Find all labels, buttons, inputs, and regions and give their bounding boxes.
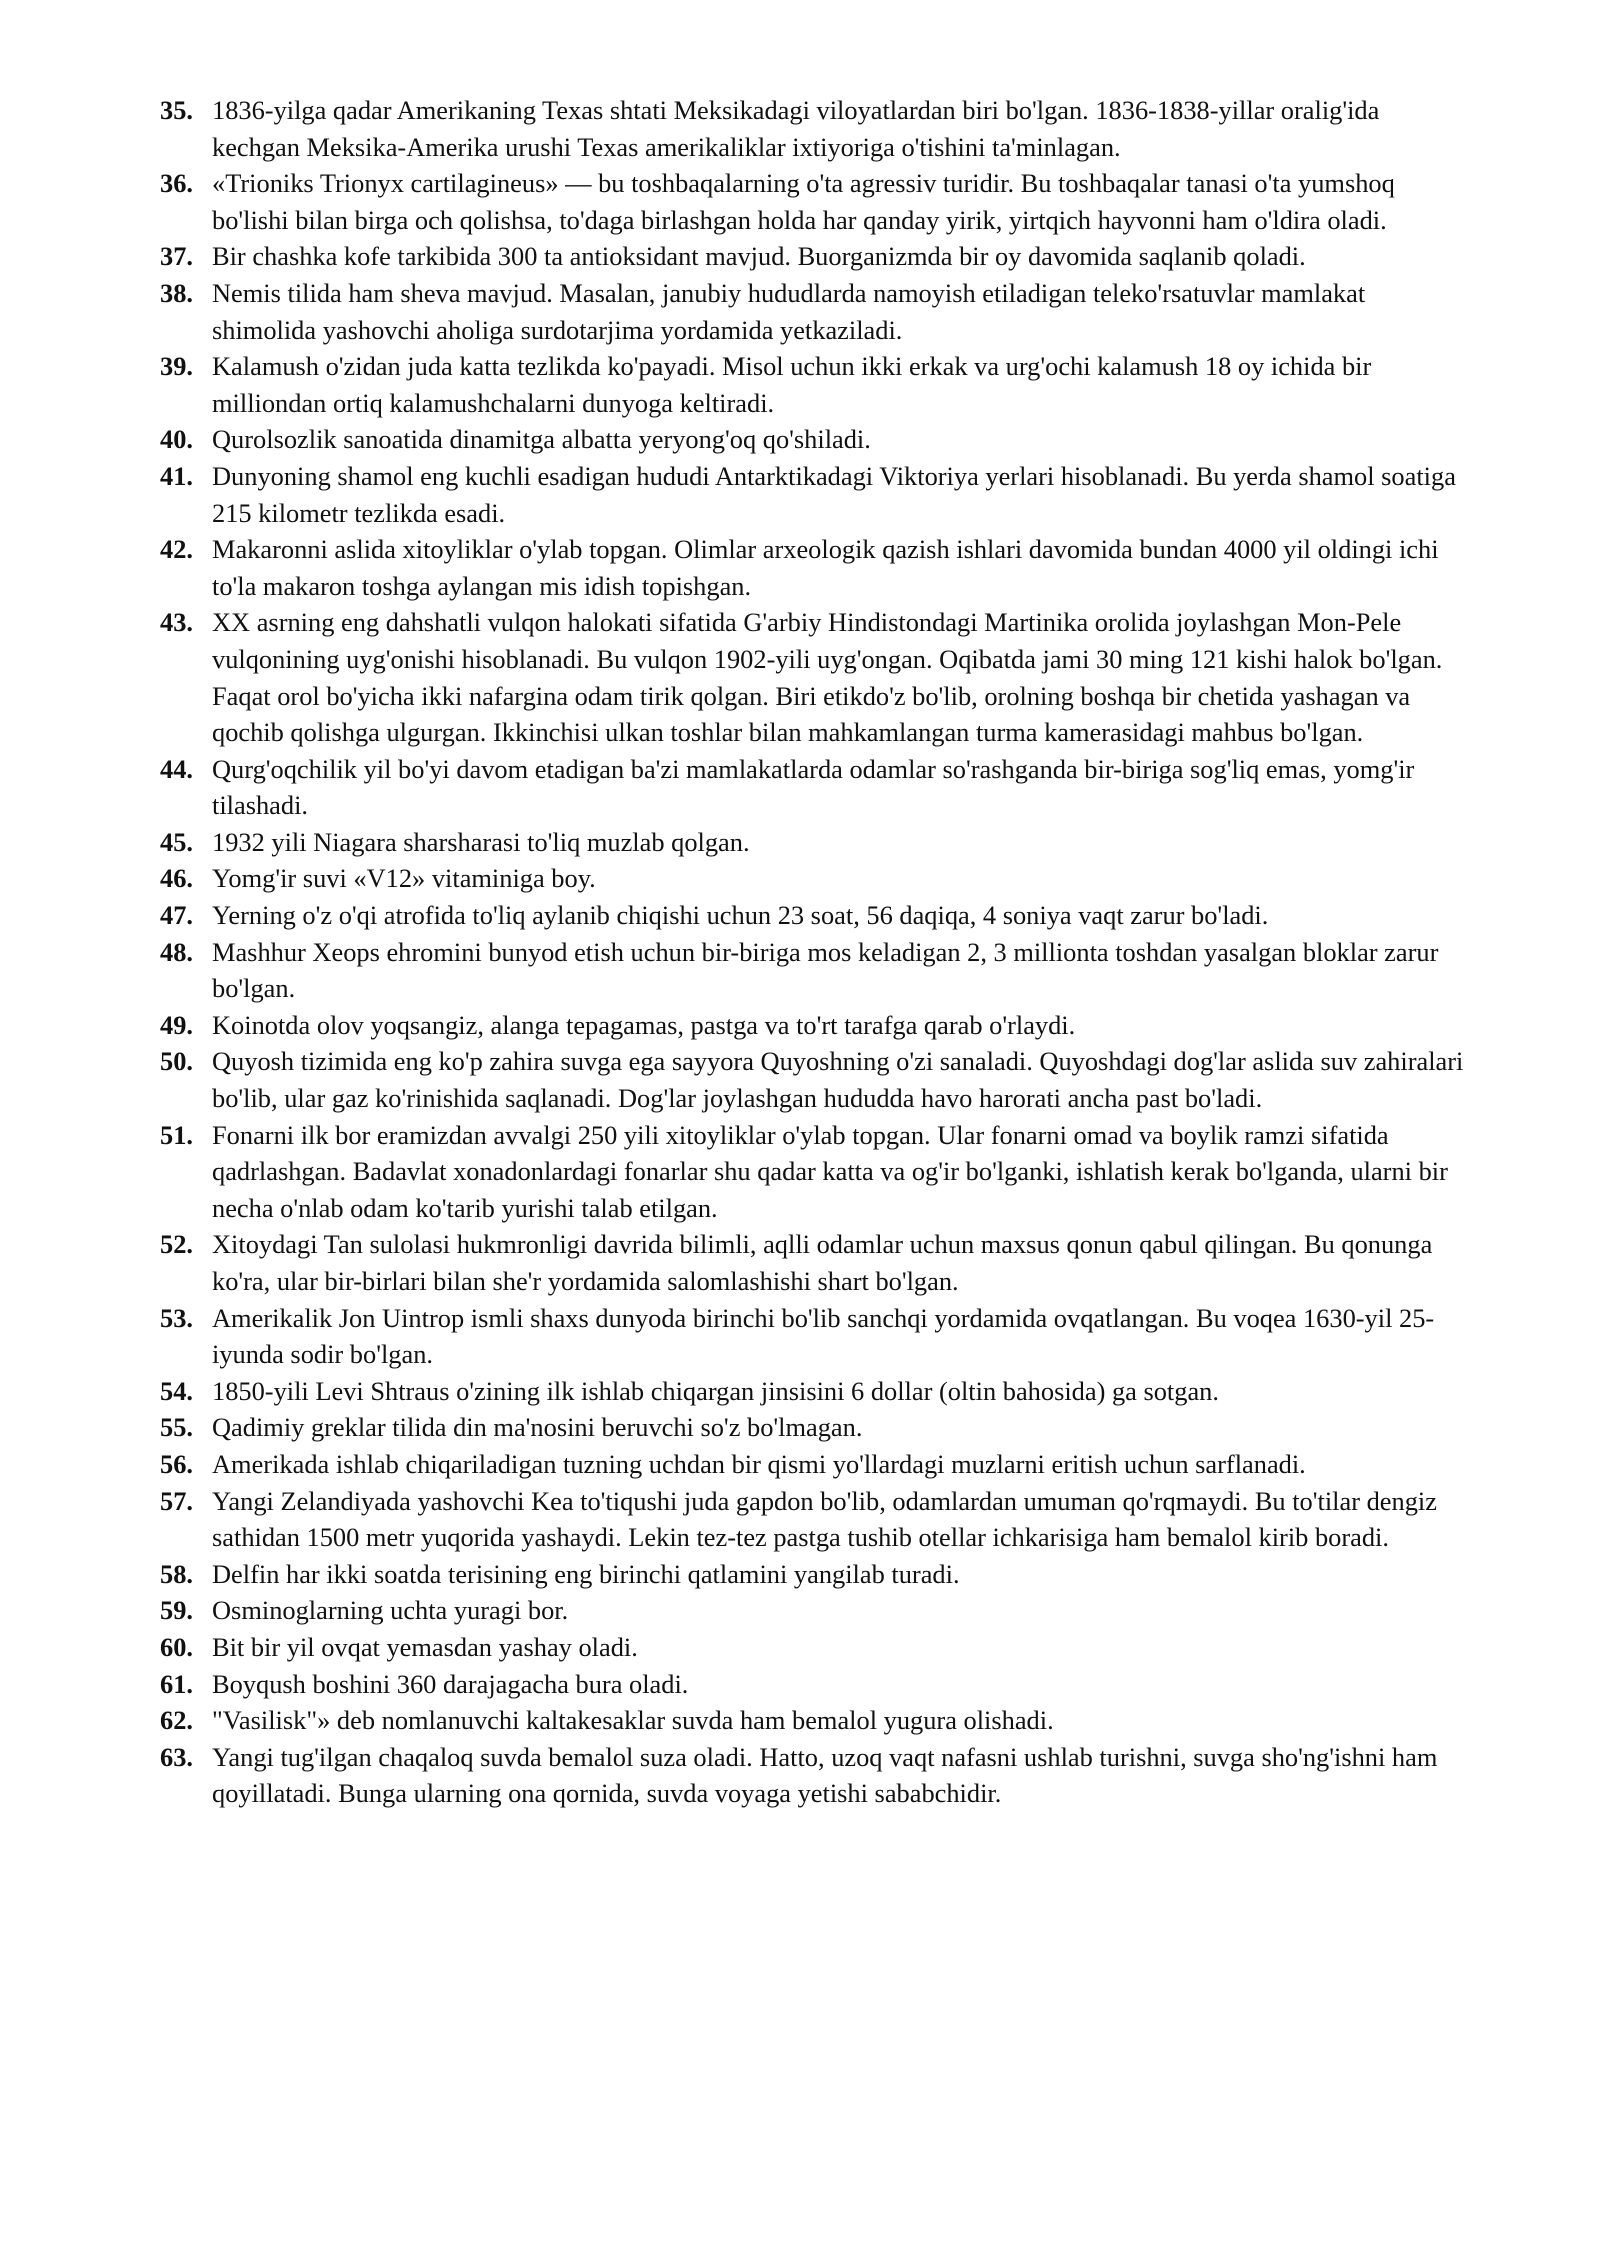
list-item xyxy=(160,751,1470,824)
list-item xyxy=(160,897,1470,934)
item-number: 57. xyxy=(160,1485,193,1516)
item-number: 44. xyxy=(160,753,193,784)
list-item xyxy=(160,1446,1470,1483)
item-number: 45. xyxy=(160,826,193,857)
item-number: 40. xyxy=(160,424,193,455)
item-number: 48. xyxy=(160,936,193,967)
item-text: Xitoydagi Tan sulolasi hukmronligi davrida bilimli, aqlli odamlar uchun maxsus qonun qabul qilingan. Bu qonunga ko'ra, ular bir-birlari bilan she'r yordamida salomlashishi shart bo'lgan. xyxy=(212,1229,1433,1296)
item-text: Yangi tug'ilgan chaqaloq suvda bemalol suza oladi. Hatto, uzoq vaqt nafasni ushlab turishni, suvga sho'ng'ishni ham qoyillatadi. Bunga ularning ona qornida, suvda voyaga yetishi sababchidir. xyxy=(212,1741,1438,1809)
item-number: 53. xyxy=(160,1302,193,1333)
list-item xyxy=(160,1117,1470,1227)
list-item xyxy=(160,1483,1470,1556)
item-text: Dunyoning shamol eng kuchli esadigan hududi Antarktikadagi Viktoriya yerlari hisoblanadi. Bu yerda shamol soatiga 215 kilometr tezlikda esadi. xyxy=(212,460,1456,528)
item-number: 37. xyxy=(160,241,193,272)
item-number: 56. xyxy=(160,1448,193,1479)
item-text: Quyosh tizimida eng ko'p zahira suvga ega sayyora Quyoshning o'zi sanaladi. Quyoshdagi dog'lar aslida suv zahiralari bo'lib, ular gaz ko'rinishida saqlanadi. Dog'lar joylashgan hududda havo harorati ancha past bo'ladi. xyxy=(212,1046,1464,1114)
item-number: 62. xyxy=(160,1705,193,1736)
item-text: Amerikada ishlab chiqariladigan tuzning uchdan bir qismi yo'llardagi muzlarni eritish uchun sarflanadi. xyxy=(212,1448,1306,1479)
item-text: Bir chashka kofe tarkibida 300 ta antioksidant mavjud. Buorganizmda bir oy davomida saqlanib qoladi. xyxy=(212,241,1306,272)
list-item xyxy=(160,1043,1470,1116)
item-text: Yerning o'z o'qi atrofida to'liq aylanib chiqishi uchun 23 soat, 56 daqiqa, 4 soniya vaqt zarur bo'ladi. xyxy=(212,900,1269,931)
list-item xyxy=(160,860,1470,897)
list-item xyxy=(160,458,1470,531)
list-item xyxy=(160,92,1470,165)
item-number: 42. xyxy=(160,534,193,565)
list-item xyxy=(160,1226,1470,1299)
item-number: 43. xyxy=(160,607,193,638)
item-number: 52. xyxy=(160,1229,193,1260)
item-number: 38. xyxy=(160,277,193,308)
list-item xyxy=(160,934,1470,1007)
item-number: 39. xyxy=(160,351,193,382)
item-text: 1932 yili Niagara sharsharasi to'liq muzlab qolgan. xyxy=(212,826,750,857)
list-item xyxy=(160,1373,1470,1410)
item-number: 41. xyxy=(160,460,193,491)
list-item xyxy=(160,604,1470,750)
item-text: "Vasilisk"» deb nomlanuvchi kaltakesaklar suvda ham bemalol yugura olishadi. xyxy=(212,1705,1054,1736)
item-number: 49. xyxy=(160,1009,193,1040)
list-item xyxy=(160,1739,1470,1812)
item-text: 1836-yilga qadar Amerikaning Texas shtati Meksikadagi viloyatlardan biri bo'lgan. 1836-1838-yillar oralig'ida kechgan Meksika-Amerika urushi Texas amerikaliklar ixtiyoriga o'tishini ta'minlagan. xyxy=(212,95,1380,162)
item-number: 61. xyxy=(160,1668,193,1699)
item-number: 55. xyxy=(160,1412,193,1443)
list-item xyxy=(160,1300,1470,1373)
list-item xyxy=(160,1702,1470,1739)
item-number: 59. xyxy=(160,1595,193,1626)
item-text: Qadimiy greklar tilida din ma'nosini beruvchi so'z bo'lmagan. xyxy=(212,1412,863,1443)
item-text: Boyqush boshini 360 darajagacha bura oladi. xyxy=(212,1668,689,1699)
item-number: 60. xyxy=(160,1631,193,1662)
list-item xyxy=(160,1629,1470,1666)
item-text: Makaronni aslida xitoyliklar o'ylab topgan. Olimlar arxeologik qazish ishlari davomida bundan 4000 yil oldingi ichi to'la makaron toshga aylangan mis idish topishgan. xyxy=(212,534,1439,601)
item-text: «Trioniks Trionyx cartilagineus» — bu toshbaqalarning o'ta agressiv turidir. Bu toshbaqalar tanasi o'ta yumshoq bo'lishi bilan birga och qolishsa, to'daga birlashgan holda har qanday yirik, yirtqich hayvonni ham o'ldira oladi. xyxy=(212,168,1395,235)
list-item xyxy=(160,1409,1470,1446)
list-item xyxy=(160,238,1470,275)
list-item xyxy=(160,1007,1470,1044)
list-item xyxy=(160,1592,1470,1629)
list-item xyxy=(160,1666,1470,1703)
list-item xyxy=(160,531,1470,604)
item-text: Amerikalik Jon Uintrop ismli shaxs dunyoda birinchi bo'lib sanchqi yordamida ovqatlangan. Bu voqea 1630-yil 25-iyunda sodir bo'lgan. xyxy=(212,1302,1435,1370)
item-text: Qurg'oqchilik yil bo'yi davom etadigan ba'zi mamlakatlarda odamlar so'rashganda bir-biriga sog'liq emas, yomg'ir tilashadi. xyxy=(212,753,1415,821)
list-item xyxy=(160,348,1470,421)
item-text: Yangi Zelandiyada yashovchi Kea to'tiqushi juda gapdon bo'lib, odamlardan umuman qo'rqmaydi. Bu to'tilar dengiz sathidan 1500 metr yuqorida yashaydi. Lekin tez-tez pastga tushib otellar ichkarisiga ham bemalol kirib boradi. xyxy=(212,1485,1437,1553)
item-number: 51. xyxy=(160,1119,193,1150)
item-text: Qurolsozlik sanoatida dinamitga albatta yeryong'oq qo'shiladi. xyxy=(212,424,871,455)
item-text: Yomg'ir suvi «V12» vitaminiga boy. xyxy=(212,863,596,894)
item-text: Koinotda olov yoqsangiz, alanga tepagamas, pastga va to'rt tarafga qarab o'rlaydi. xyxy=(212,1009,1076,1040)
list-item xyxy=(160,1556,1470,1593)
item-text: Mashhur Xeops ehromini bunyod etish uchun bir-biriga mos keladigan 2, 3 millionta toshdan yasalgan bloklar zarur bo'lgan. xyxy=(212,936,1439,1004)
item-number: 58. xyxy=(160,1558,193,1589)
item-text: Nemis tilida ham sheva mavjud. Masalan, janubiy hududlarda namoyish etiladigan teleko'rsatuvlar mamlakat shimolida yashovchi aholiga surdotarjima yordamida yetkaziladi. xyxy=(212,277,1366,345)
item-text: Osminoglarning uchta yuragi bor. xyxy=(212,1595,569,1626)
item-number: 46. xyxy=(160,863,193,894)
facts-list xyxy=(160,92,1470,1812)
list-item xyxy=(160,165,1470,238)
item-text: Bit bir yil ovqat yemasdan yashay oladi. xyxy=(212,1631,638,1662)
item-number: 35. xyxy=(160,95,193,125)
list-item xyxy=(160,421,1470,458)
item-text: Delfin har ikki soatda terisining eng birinchi qatlamini yangilab turadi. xyxy=(212,1558,960,1589)
item-number: 36. xyxy=(160,168,193,199)
list-item xyxy=(160,275,1470,348)
item-number: 47. xyxy=(160,900,193,931)
item-text: Kalamush o'zidan juda katta tezlikda ko'payadi. Misol uchun ikki erkak va urg'ochi kalamush 18 oy ichida bir milliondan ortiq kalamushchalarni dunyoga keltiradi. xyxy=(212,351,1372,418)
item-number: 54. xyxy=(160,1375,193,1406)
list-item xyxy=(160,824,1470,861)
item-number: 63. xyxy=(160,1741,193,1772)
item-text: XX asrning eng dahshatli vulqon halokati sifatida G'arbiy Hindistondagi Martinika orolida joylashgan Mon-Pele vulqonining uyg'onishi hisoblanadi. Bu vulqon 1902-yili uyg'ongan. Oqibatda jami 30 ming 121 kishi halok bo'lgan. Faqat orol bo'yicha ikki nafargina odam tirik qolgan. Biri etikdo'z bo'lib, orolning boshqa bir chetida yashagan va qochib qolishga ulgurgan. Ikkinchisi ulkan toshlar bilan mahkamlangan turma kamerasidagi mahbus bo'lgan. xyxy=(212,607,1443,748)
item-number: 50. xyxy=(160,1046,193,1077)
item-text: Fonarni ilk bor eramizdan avvalgi 250 yili xitoyliklar o'ylab topgan. Ular fonarni omad va boylik ramzi sifatida qadrlashgan. Badavlat xonadonlardagi fonarlar shu qadar katta va og'ir bo'lganki, ishlatish kerak bo'lganda, ularni bir necha o'nlab odam ko'tarib yurishi talab etilgan. xyxy=(212,1119,1448,1223)
item-text: 1850-yili Levi Shtraus o'zining ilk ishlab chiqargan jinsisini 6 dollar (oltin bahosida) ga sotgan. xyxy=(212,1375,1219,1406)
